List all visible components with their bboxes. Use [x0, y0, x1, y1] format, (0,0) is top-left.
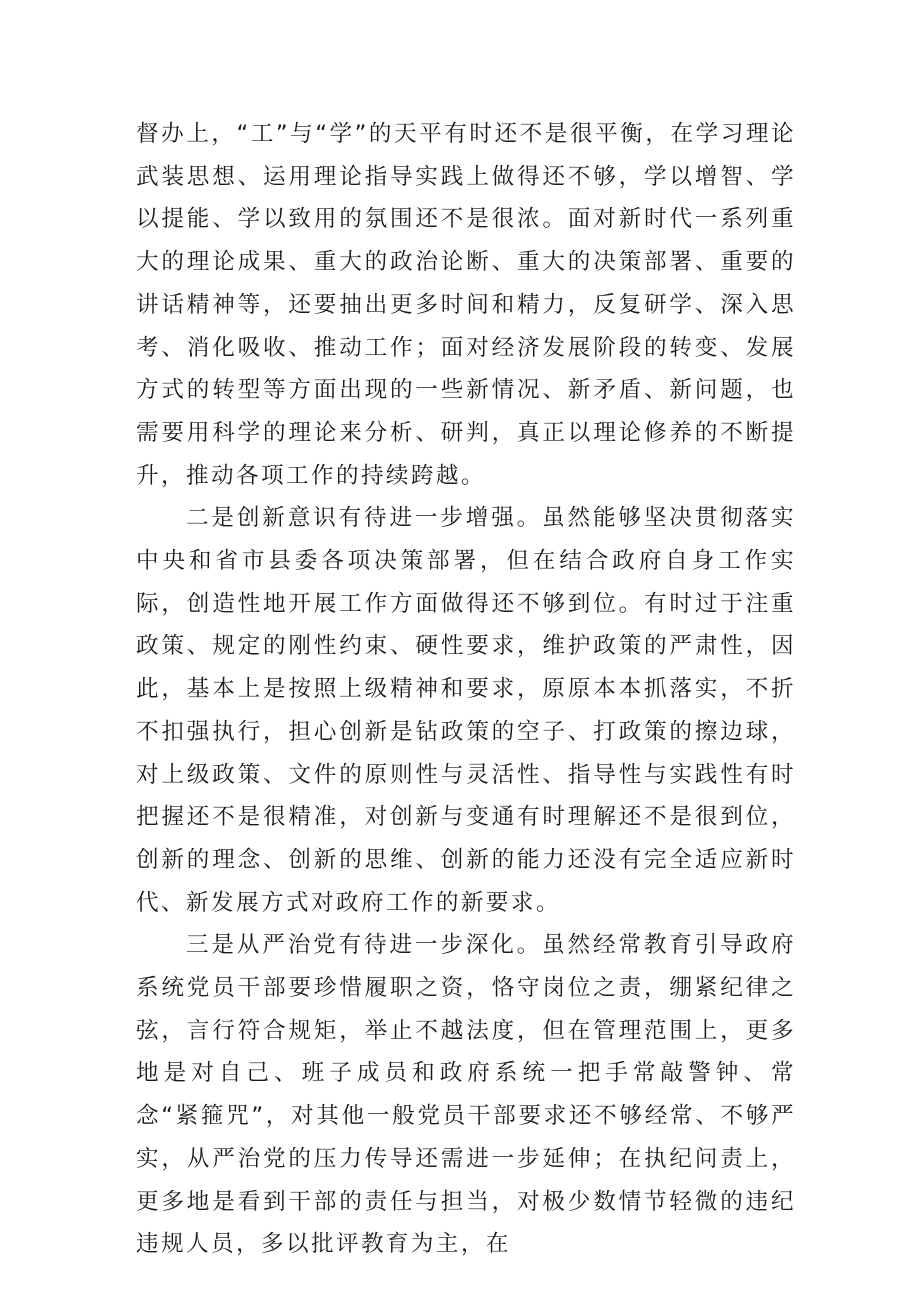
document-body: [136, 113, 796, 1266]
paragraph-3: 三是从严治党有待进一步深化。虽然经常教育引导政府系统党员干部要珍惜履职之资，恪守岗位之责，绷紧纪律之弦，言行符合规矩，举止不越法度，但在管理范围上，更多地是对自己、班子成员和政府系统一把手常敲警钟、常念“紧箍咒”，对其他一般党员干部要求还不够经常、不够严实，从严治党的压力传导还需进一步延伸；在执纪问责上，更多地是看到干部的责任与担当，对极少数情节轻微的违纪违规人员，多以批评教育为主，在: [136, 932, 796, 1258]
paragraph-2: 二是创新意识有待进一步增强。虽然能够坚决贯彻落实中央和省市县委各项决策部署，但在结合政府自身工作实际，创造性地开展工作方面做得还不够到位。有时过于注重政策、规定的刚性约束、硬性要求，维护政策的严肃性，因此，基本上是按照上级精神和要求，原原本本抓落实，不折不扣强执行，担心创新是钻政策的空子、打政策的擦边球，对上级政策、文件的原则性与灵活性、指导性与实践性有时把握还不是很精准，对创新与变通有时理解还不是很到位，创新的理念、创新的思维、创新的能力还没有完全适应新时代、新发展方式对政府工作的新要求。: [136, 505, 796, 916]
paragraph-1: 督办上，“工”与“学”的天平有时还不是很平衡，在学习理论武装思想、运用理论指导实践上做得还不够，学以增智、学以提能、学以致用的氛围还不是很浓。面对新时代一系列重大的理论成果、重大的政治论断、重大的决策部署、重要的讲话精神等，还要抽出更多时间和精力，反复研学、深入思考、消化吸收、推动工作；面对经济发展阶段的转变、发展方式的转型等方面出现的一些新情况、新矛盾、新问题，也需要用科学的理论来分析、研判，真正以理论修养的不断提升，推动各项工作的持续跨越。: [136, 121, 796, 489]
